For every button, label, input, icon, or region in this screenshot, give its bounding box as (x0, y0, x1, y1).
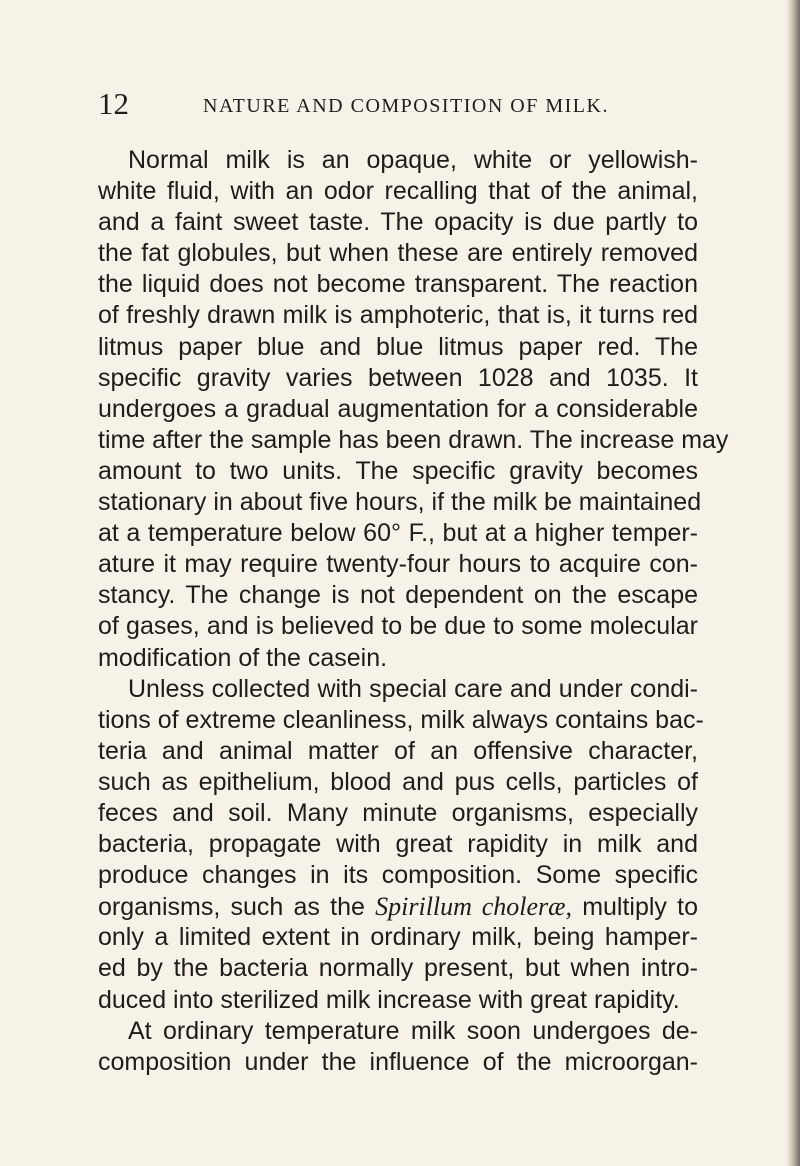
text-line: modification of the casein. (98, 643, 388, 672)
text-line: of freshly drawn milk is amphoteric, that is, it turns red (98, 301, 698, 330)
text-line: ed by the bacteria normally present, but when intro- (98, 954, 698, 983)
page-number: 12 (98, 86, 129, 121)
text-line: duced into sterilized milk increase with great rapidity. (98, 985, 680, 1014)
text-line: undergoes a gradual augmentation for a considerable (98, 394, 698, 423)
text-line: stationary in about five hours, if the milk be maintained (98, 488, 702, 517)
text-segment: organisms, such as the (98, 893, 376, 922)
text-line: and a faint sweet taste. The opacity is due partly to (98, 208, 698, 237)
text-line: At ordinary temperature milk soon undergoes de- (128, 1016, 698, 1045)
text-line: only a limited extent in ordinary milk, being hamper- (98, 923, 698, 952)
text-line: stancy. The change is not dependent on the escape (98, 581, 698, 610)
text-line: composition under the influence of the microorgan- (98, 1047, 698, 1076)
text-line: litmus paper blue and blue litmus paper red. The (98, 332, 698, 361)
text-segment: multiply to (571, 893, 699, 922)
text-line: amount to two units. The specific gravity becomes (98, 456, 698, 485)
text-line: the fat globules, but when these are entirely removed (98, 239, 698, 268)
page-header (98, 86, 718, 121)
text-line: bacteria, propagate with great rapidity in milk and (98, 830, 698, 859)
text-line: Unless collected with special care and under condi- (128, 674, 698, 703)
text-line: tions of extreme cleanliness, milk always contains bac- (98, 705, 704, 734)
text-line: at a temperature below 60° F., but at a higher temper- (98, 519, 698, 548)
text-line: produce changes in its composition. Some specific (98, 861, 698, 890)
text-line-with-italic (98, 891, 698, 922)
text-line: Normal milk is an opaque, white or yellowish- (128, 146, 698, 174)
running-title: NATURE AND COMPOSITION OF MILK. (203, 95, 609, 117)
text-line: time after the sample has been drawn. The increase may (98, 425, 729, 454)
text-line: feces and soil. Many minute organisms, especially (98, 798, 698, 827)
text-line: specific gravity varies between 1028 and 1035. It (98, 363, 698, 392)
page-edge-shadow (786, 0, 800, 1166)
text-line: such as epithelium, blood and pus cells, particles of (98, 767, 698, 796)
text-line: of gases, and is believed to be due to some molecular (98, 612, 698, 641)
text-line: the liquid does not become transparent. The reaction (98, 270, 698, 299)
text-line: white fluid, with an odor recalling that of the animal, (98, 177, 698, 206)
body-text (98, 145, 729, 1078)
italic-species-name: Spirillum choleræ, (375, 892, 572, 922)
text-line: ature it may require twenty-four hours to acquire con- (98, 550, 698, 579)
text-line: teria and animal matter of an offensive character, (98, 736, 698, 765)
